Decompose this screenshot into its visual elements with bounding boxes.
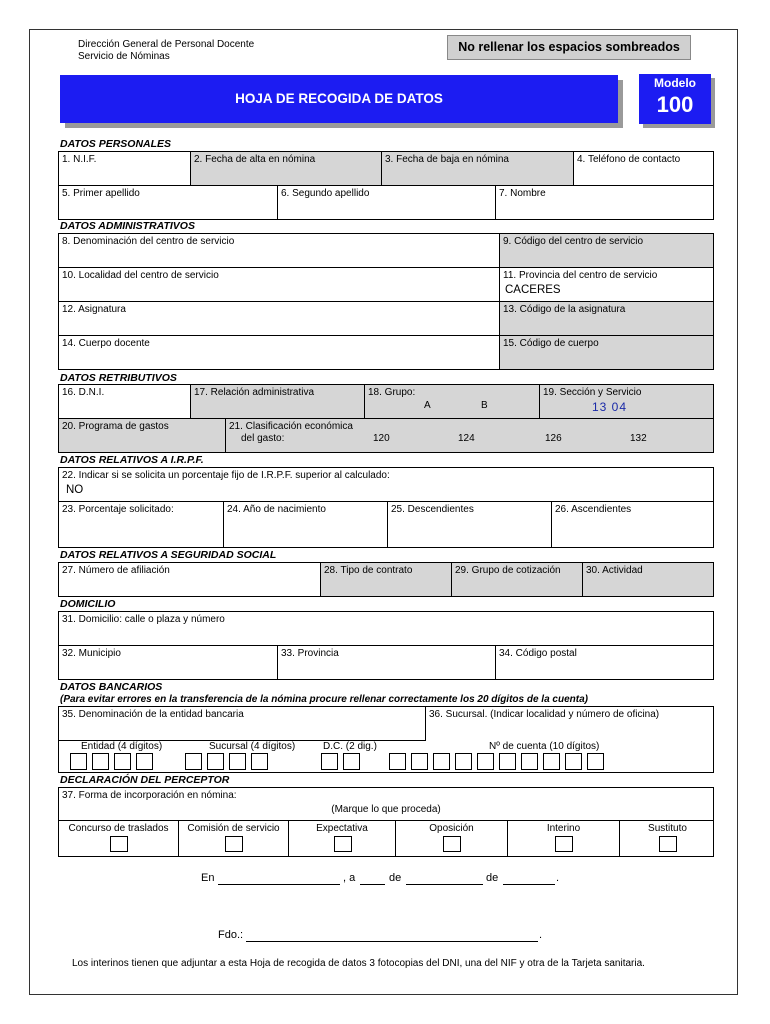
bank-cuenta-digit-box[interactable] [411, 753, 428, 770]
field-afiliacion[interactable]: 27. Número de afiliación [62, 565, 170, 576]
clasif-code-1: 120 [373, 433, 390, 444]
row-admin-3 [58, 301, 714, 336]
bank-entidad-digit-box[interactable] [114, 753, 131, 770]
footer-lugar-line[interactable] [218, 884, 340, 885]
incorporacion-option [507, 821, 619, 856]
bank-sucursal-digit-box[interactable] [207, 753, 224, 770]
field-provincia[interactable]: 33. Provincia [277, 646, 495, 679]
incorporacion-checkbox[interactable] [555, 836, 573, 852]
field-clasificacion-sub: del gasto: [241, 433, 285, 444]
field-codigo-postal[interactable]: 34. Código postal [495, 646, 713, 679]
footer-a: , a [343, 872, 356, 884]
irpf-answer: NO [66, 484, 84, 496]
org-line-1: Dirección General de Personal Docente [78, 39, 255, 50]
section-administrativos: DATOS ADMINISTRATIVOS [60, 220, 195, 232]
field-cuerpo-docente[interactable]: 14. Cuerpo docente [62, 338, 150, 349]
bancarios-note: (Para evitar errores en la transferencia de la nómina procure rellenar correctamente los 20 dígitos de la cuenta) [60, 694, 588, 705]
field-dni[interactable]: 16. D.N.I. [62, 387, 105, 398]
clasif-code-2: 124 [458, 433, 475, 444]
field-sucursal-bancaria[interactable]: 36. Sucursal. (Indicar localidad y número de oficina) [429, 709, 660, 720]
section-seguridad-social: DATOS RELATIVOS A SEGURIDAD SOCIAL [60, 549, 277, 561]
bank-entidad-digit-box[interactable] [70, 753, 87, 770]
section-personales: DATOS PERSONALES [60, 138, 172, 150]
row-irpf-1 [58, 467, 714, 502]
bank-dc-digit-box[interactable] [343, 753, 360, 770]
grupo-a: A [424, 400, 431, 411]
bank-sucursal-digit-box[interactable] [229, 753, 246, 770]
field-domicilio[interactable]: 31. Domicilio: calle o plaza y número [62, 614, 225, 625]
incorporacion-checkbox[interactable] [334, 836, 352, 852]
row-personales-2 [58, 185, 714, 220]
footer-fdo-dot: . [539, 929, 543, 941]
field-relacion-admin: 17. Relación administrativa [190, 385, 364, 418]
section-bancarios: DATOS BANCARIOS [60, 681, 163, 693]
bank-cuenta-digit-box[interactable] [499, 753, 516, 770]
footer-fdo: Fdo.: [218, 929, 244, 941]
clasif-code-4: 132 [630, 433, 647, 444]
bank-cuenta-digit-box[interactable] [389, 753, 406, 770]
incorporacion-option-label: Oposición [429, 823, 474, 834]
field-entidad-bancaria[interactable]: 35. Denominación de la entidad bancaria [59, 707, 426, 741]
footer-de-1: de [389, 872, 402, 884]
incorporacion-option [395, 821, 507, 856]
incorporacion-option [288, 821, 395, 856]
footer-firma-line[interactable] [246, 941, 538, 942]
field-provincia-label: 11. Provincia del centro de servicio [503, 270, 658, 281]
field-tipo-contrato: 28. Tipo de contrato [320, 563, 451, 596]
marque-hint: (Marque lo que proceda) [331, 804, 441, 815]
org-line-2: Servicio de Nóminas [78, 51, 170, 62]
footer-en: En [201, 872, 215, 884]
field-grupo: 18. Grupo: [364, 385, 539, 418]
field-seccion-servicio: 19. Sección y Servicio [539, 385, 713, 418]
field-ano-nacimiento[interactable]: 24. Año de nacimiento [223, 502, 387, 547]
incorporacion-option [59, 821, 178, 856]
field-codigo-centro: 9. Código del centro de servicio [499, 234, 713, 267]
incorporacion-checkbox[interactable] [443, 836, 461, 852]
row-personales-1 [58, 151, 714, 186]
field-telefono[interactable]: 4. Teléfono de contacto [573, 152, 713, 185]
field-programa-gastos: 20. Programa de gastos [59, 419, 225, 452]
footer-dia-line[interactable] [360, 884, 385, 885]
field-irpf-porcentaje[interactable]: 22. Indicar si se solicita un porcentaje fijo de I.R.P.F. superior al calculado: [62, 470, 390, 481]
footer-ano-line[interactable] [503, 884, 555, 885]
label-entidad: Entidad (4 dígitos) [81, 741, 163, 752]
footer-de-2: de [486, 872, 499, 884]
provincia-value: CACERES [505, 284, 561, 296]
row-domicilio-2 [58, 645, 714, 680]
form-title: HOJA DE RECOGIDA DE DATOS [60, 75, 618, 123]
bank-cuenta-digit-box[interactable] [477, 753, 494, 770]
footer-dot: . [556, 872, 560, 884]
incorporacion-option-label: Comisión de servicio [187, 823, 280, 834]
incorporacion-option [619, 821, 715, 856]
grupo-b: B [481, 400, 488, 411]
footer-mes-line[interactable] [406, 884, 483, 885]
bank-cuenta-digit-box[interactable] [587, 753, 604, 770]
bank-cuenta-digit-box[interactable] [521, 753, 538, 770]
incorporacion-option-label: Sustituto [648, 823, 687, 834]
row-domicilio-1 [58, 611, 714, 646]
field-primer-apellido[interactable]: 5. Primer apellido [62, 188, 140, 199]
row-declaracion-options [58, 820, 714, 857]
label-cuenta: Nº de cuenta (10 dígitos) [489, 741, 600, 752]
field-forma-incorporacion: 37. Forma de incorporación en nómina: [62, 790, 237, 801]
bank-sucursal-digit-box[interactable] [251, 753, 268, 770]
field-nif[interactable]: 1. N.I.F. [62, 154, 97, 165]
clasif-code-3: 126 [545, 433, 562, 444]
bank-dc-digit-box[interactable] [321, 753, 338, 770]
field-centro-servicio[interactable]: 8. Denominación del centro de servicio [62, 236, 235, 247]
bank-cuenta-digit-box[interactable] [433, 753, 450, 770]
label-dc: D.C. (2 dig.) [323, 741, 377, 752]
row-irpf-2 [58, 501, 714, 548]
field-nombre[interactable]: 7. Nombre [495, 186, 713, 219]
label-sucursal: Sucursal (4 dígitos) [209, 741, 296, 752]
field-clasificacion-label: 21. Clasificación económica [229, 421, 353, 432]
incorporacion-option [178, 821, 288, 856]
shaded-notice: No rellenar los espacios sombreados [447, 35, 691, 60]
section-retributivos: DATOS RETRIBUTIVOS [60, 372, 177, 384]
incorporacion-checkbox[interactable] [110, 836, 128, 852]
incorporacion-checkbox[interactable] [659, 836, 677, 852]
incorporacion-option-label: Concurso de traslados [68, 823, 169, 834]
section-irpf: DATOS RELATIVOS A I.R.P.F. [60, 454, 204, 466]
field-fecha-alta: 2. Fecha de alta en nómina [190, 152, 381, 185]
field-grupo-cotizacion: 29. Grupo de cotización [451, 563, 582, 596]
modelo-badge [639, 74, 711, 124]
field-codigo-asignatura: 13. Código de la asignatura [499, 302, 713, 335]
field-descendientes[interactable]: 25. Descendientes [387, 502, 551, 547]
seccion-value: 13 04 [592, 400, 628, 414]
incorporacion-option-label: Expectativa [316, 823, 368, 834]
incorporacion-option-label: Interino [546, 823, 581, 834]
field-asignatura[interactable]: 12. Asignatura [62, 304, 126, 315]
row-seguridad [58, 562, 714, 597]
section-declaracion: DECLARACIÓN DEL PERCEPTOR [60, 774, 230, 786]
bank-cuenta-digit-box[interactable] [543, 753, 560, 770]
section-domicilio: DOMICILIO [60, 598, 116, 610]
modelo-label: Modelo [654, 76, 696, 90]
field-municipio[interactable]: 32. Municipio [62, 648, 121, 659]
field-porcentaje-solicitado[interactable]: 23. Porcentaje solicitado: [62, 504, 174, 515]
bank-sucursal-digit-box[interactable] [185, 753, 202, 770]
field-localidad-centro[interactable]: 10. Localidad del centro de servicio [62, 270, 219, 281]
bank-cuenta-digit-box[interactable] [455, 753, 472, 770]
field-codigo-cuerpo: 15. Código de cuerpo [499, 336, 713, 369]
bank-entidad-digit-box[interactable] [92, 753, 109, 770]
row-bancarios [58, 706, 714, 773]
bank-cuenta-digit-box[interactable] [565, 753, 582, 770]
row-admin-1 [58, 233, 714, 268]
field-segundo-apellido[interactable]: 6. Segundo apellido [277, 186, 495, 219]
field-ascendientes[interactable]: 26. Ascendientes [551, 502, 713, 547]
field-fecha-baja: 3. Fecha de baja en nómina [381, 152, 573, 185]
modelo-number: 100 [656, 92, 694, 117]
row-admin-4 [58, 335, 714, 370]
bank-entidad-digit-box[interactable] [136, 753, 153, 770]
footer-note: Los interinos tienen que adjuntar a esta Hoja de recogida de datos 3 fotocopias del DNI, una del NIF y otra de la Tarjeta sanitaria. [72, 958, 645, 969]
row-declaracion-head [58, 787, 714, 821]
row-admin-2 [58, 267, 714, 302]
field-actividad: 30. Actividad [582, 563, 713, 596]
incorporacion-checkbox[interactable] [225, 836, 243, 852]
org-header [78, 39, 254, 63]
